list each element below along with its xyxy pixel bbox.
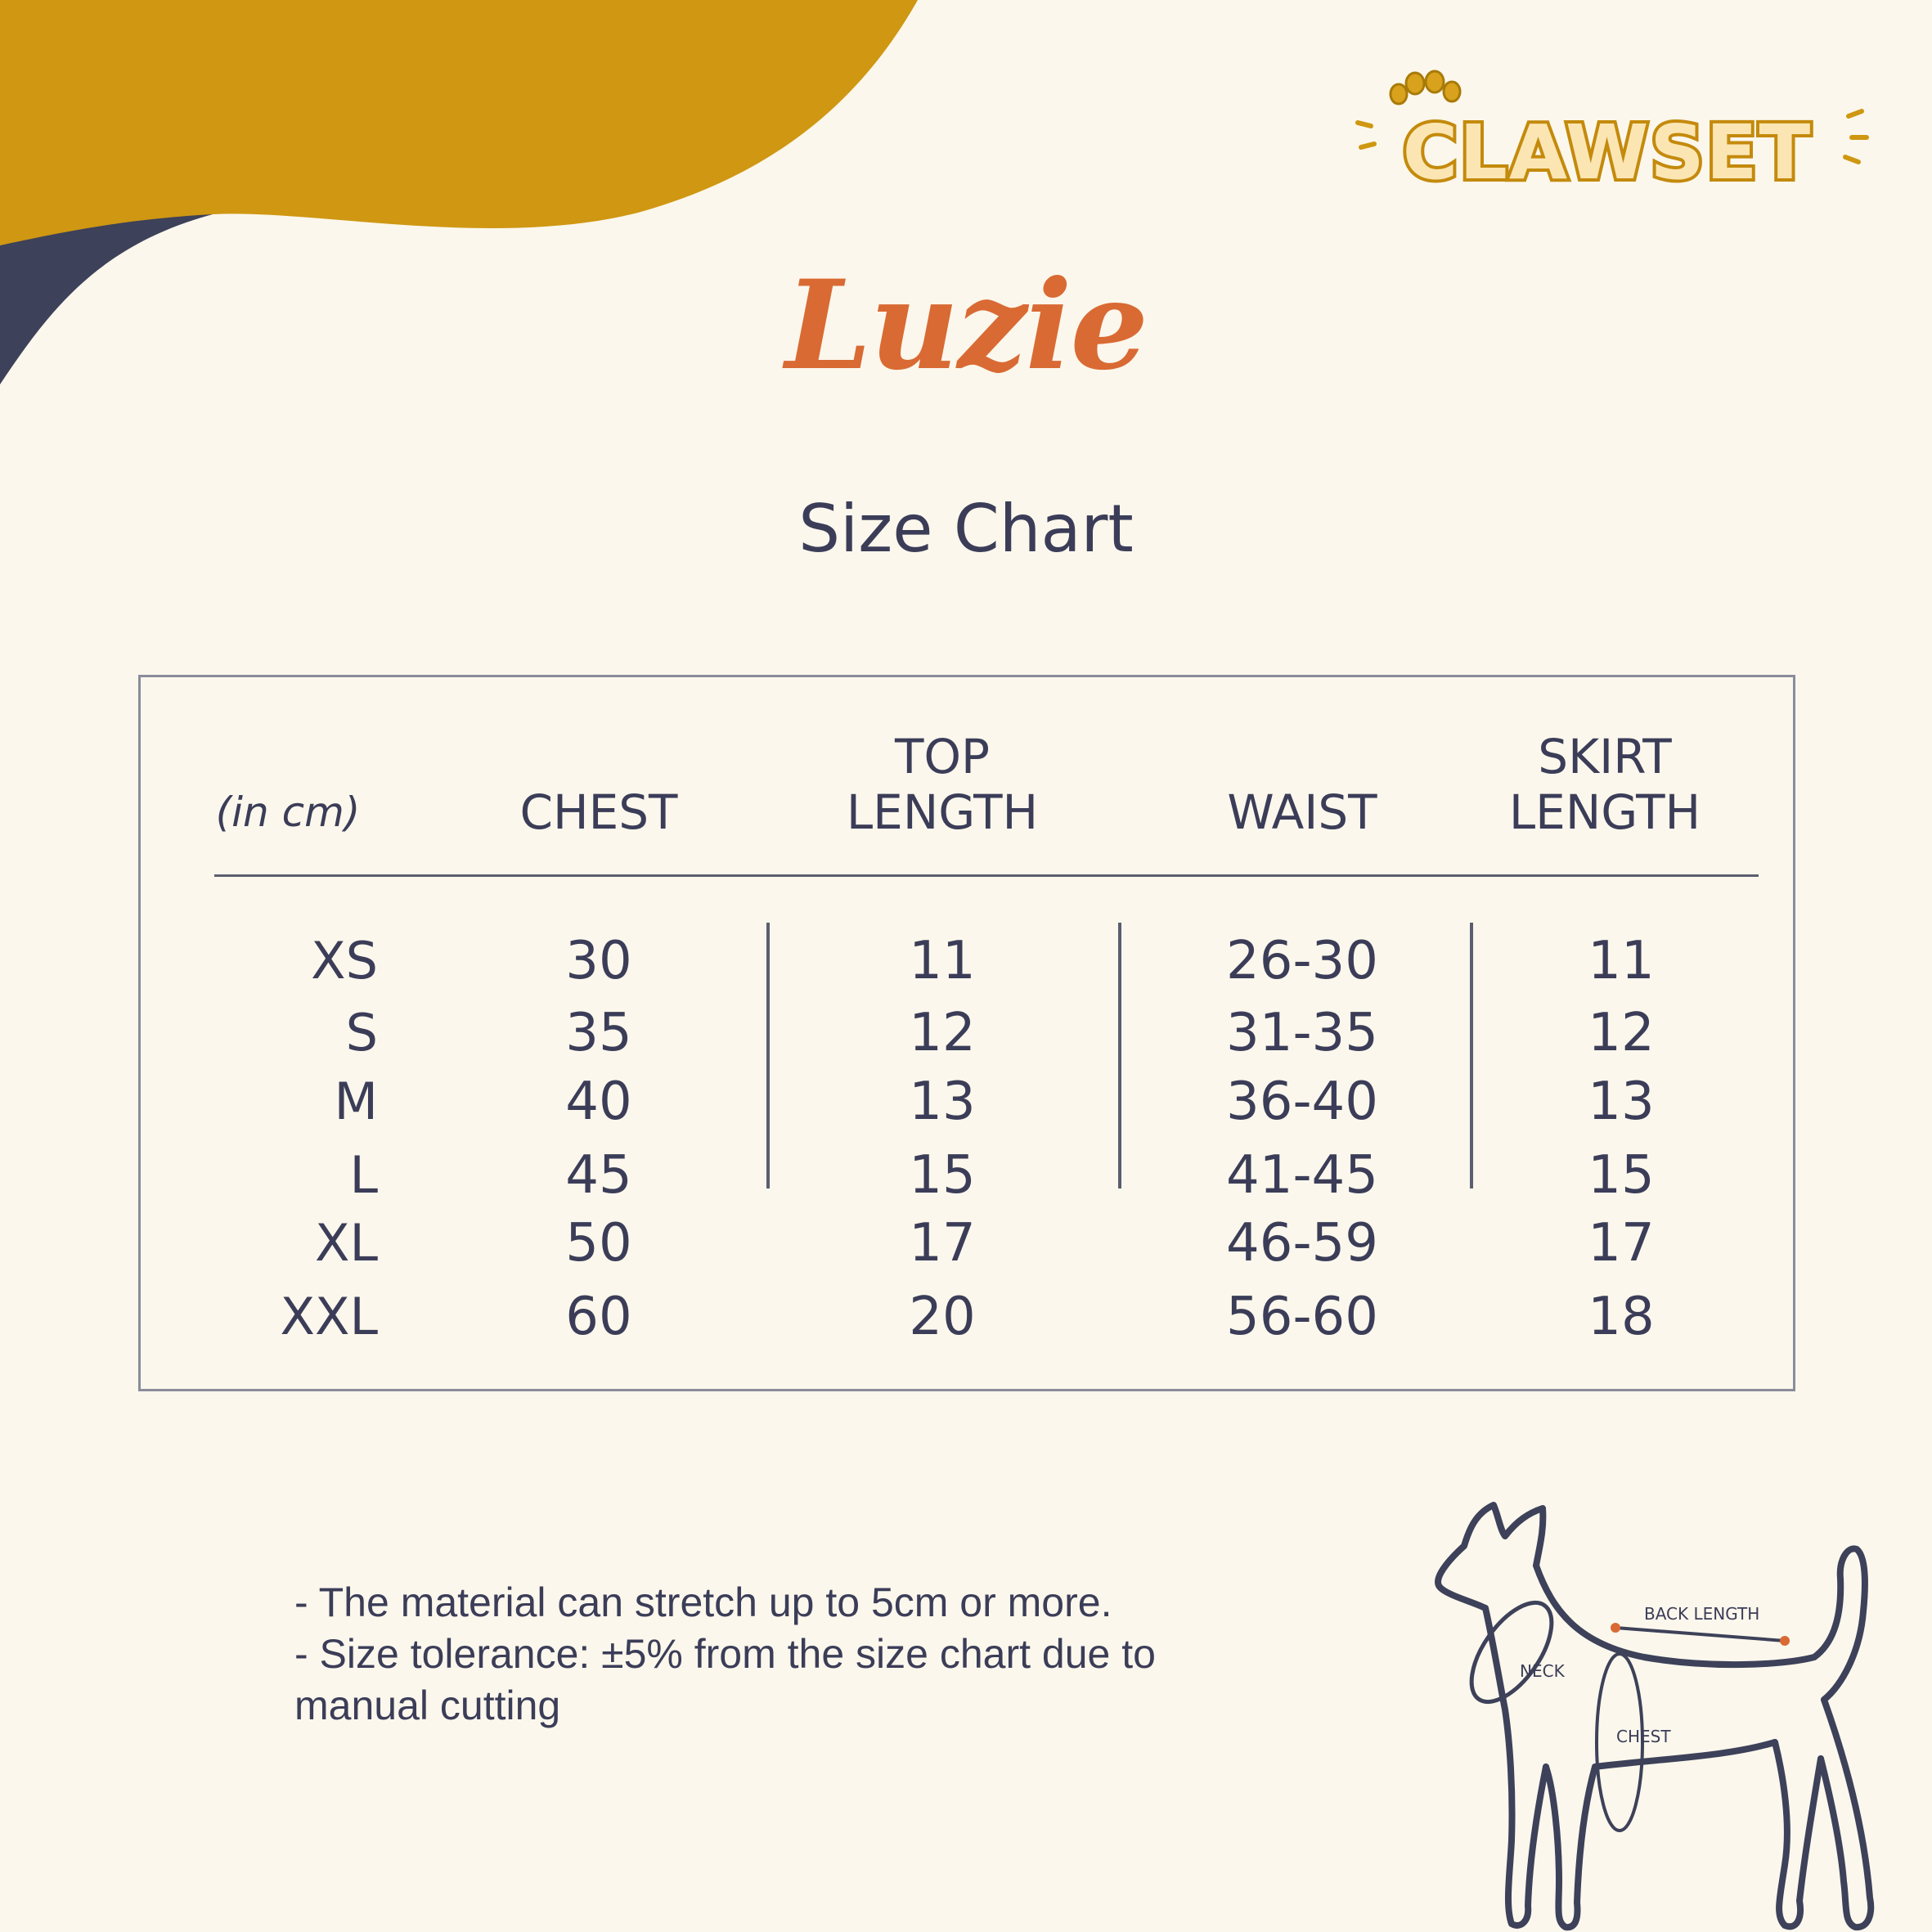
top-length-cell: 20 [909,1287,976,1347]
header-skirt-length-line1: SKIRT [1538,729,1672,784]
dog-head-outline [1438,1505,1543,1608]
unit-label: (in cm) [215,789,361,836]
header-chest: CHEST [519,784,678,840]
size-cell: M [334,1072,378,1131]
skirt-length-cell: 18 [1588,1287,1655,1347]
top-length-cell: 15 [909,1145,976,1206]
back-length-arrow [1615,1628,1785,1641]
chest-label: CHEST [1616,1727,1671,1746]
top-length-cell: 13 [909,1072,976,1132]
skirt-length-cell: 15 [1588,1145,1655,1206]
size-cell: XL [314,1213,378,1273]
dog-measurement-diagram [1415,1497,1889,1932]
chest-cell: 35 [565,1003,632,1063]
waist-cell: 56-60 [1226,1287,1378,1347]
size-cell: XS [311,931,378,991]
header-divider [214,874,1759,877]
top-length-cell: 17 [909,1213,976,1274]
top-length-cell: 12 [909,1003,976,1063]
header-top-length-line2: LENGTH [846,784,1039,840]
chart-title: Size Chart [798,491,1134,567]
header-top-length-line1: TOP [894,729,991,784]
dog-hind-leg-outline [1775,1742,1821,1926]
skirt-length-cell: 11 [1588,931,1655,991]
size-cell: S [345,1003,378,1063]
size-cell: XXL [280,1287,378,1346]
waist-cell: 26-30 [1226,931,1378,991]
skirt-length-cell: 17 [1588,1213,1655,1274]
header-waist: WAIST [1227,784,1377,840]
waist-cell: 36-40 [1226,1072,1378,1132]
skirt-length-cell: 13 [1588,1072,1655,1132]
product-name: Luzie [784,254,1148,398]
neck-measure-loop [1456,1589,1567,1715]
skirt-length-cell: 12 [1588,1003,1655,1063]
neck-label: NECK [1520,1661,1565,1681]
arrow-tip-icon [1780,1636,1790,1646]
dog-hind-leg-outline [1821,1700,1871,1927]
chest-cell: 45 [565,1145,632,1206]
chest-cell: 60 [565,1287,632,1347]
waist-cell: 46-59 [1226,1213,1378,1274]
column-divider [766,923,770,1188]
note-line: - Size tolerance: ±5% from the size chart due to [294,1631,1156,1677]
size-table [138,675,1795,1391]
chest-cell: 40 [565,1072,632,1132]
arrow-tip-icon [1611,1623,1620,1633]
note-line: - The material can stretch up to 5cm or more. [294,1579,1112,1625]
top-length-cell: 11 [909,931,976,991]
waist-cell: 41-45 [1226,1145,1378,1206]
dog-front-leg-outline [1485,1608,1546,1925]
back-length-label: BACK LENGTH [1644,1604,1760,1624]
dog-back-outline [1536,1548,1865,1700]
waist-cell: 31-35 [1226,1003,1378,1063]
note-line: manual cutting [294,1683,561,1728]
header-skirt-length-line2: LENGTH [1508,784,1701,840]
dog-front-leg-outline [1546,1767,1595,1927]
size-cell: L [349,1145,378,1205]
chest-cell: 30 [565,931,632,991]
brand-name: CLAWSET [1402,109,1813,196]
column-divider [1470,923,1473,1188]
column-divider [1118,923,1121,1188]
chest-cell: 50 [565,1213,632,1274]
brand-logo [1350,65,1873,204]
notes [294,1577,1358,1732]
